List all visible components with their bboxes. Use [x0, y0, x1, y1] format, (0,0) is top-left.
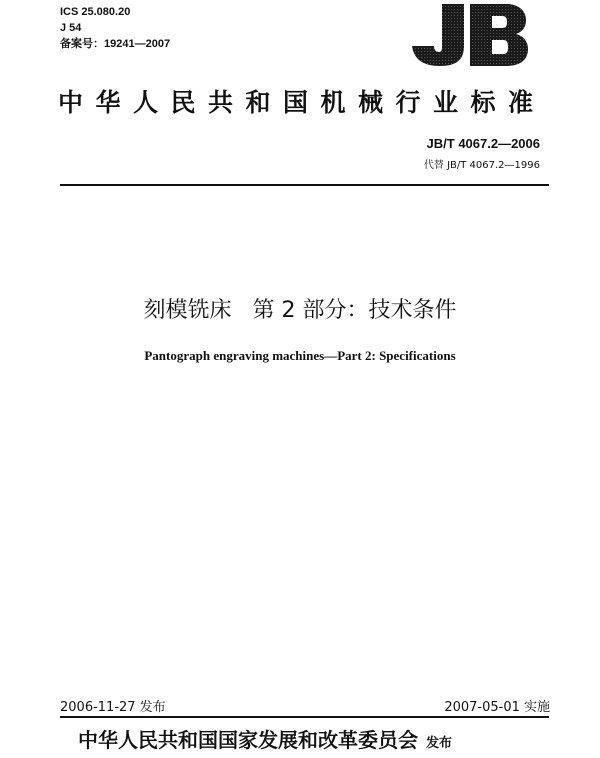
- footer-divider: [60, 716, 549, 718]
- issuing-authority: [78, 726, 452, 758]
- header-divider: [60, 184, 549, 186]
- standard-number: JB/T 4067.2—2006: [426, 136, 540, 151]
- record-number: 备案号：19241—2007: [60, 38, 171, 50]
- jb-logo-mark: [408, 2, 530, 68]
- issuer-issue-word: 发布: [426, 736, 453, 751]
- implementation-date: 2007-05-01 实施: [444, 700, 550, 715]
- document-title-chinese: 刻模铣床 第 2 部分：技术条件: [143, 298, 457, 323]
- document-title-english: Pantograph engraving machines—Part 2: Specifications: [144, 348, 456, 363]
- ics-code: ICS 25.080.20: [60, 6, 131, 18]
- replaces-standard: 代替 JB/T 4067.2—1996: [423, 160, 540, 171]
- standard-category-title: 中华人民共和国机械行业标准: [58, 88, 546, 117]
- classification-code: J 54: [60, 22, 82, 34]
- issue-date: 2006-11-27 发布: [60, 700, 166, 715]
- jb-logo: [408, 2, 530, 68]
- issuer-name: 中华人民共和国国家发展和改革委员会: [78, 728, 418, 752]
